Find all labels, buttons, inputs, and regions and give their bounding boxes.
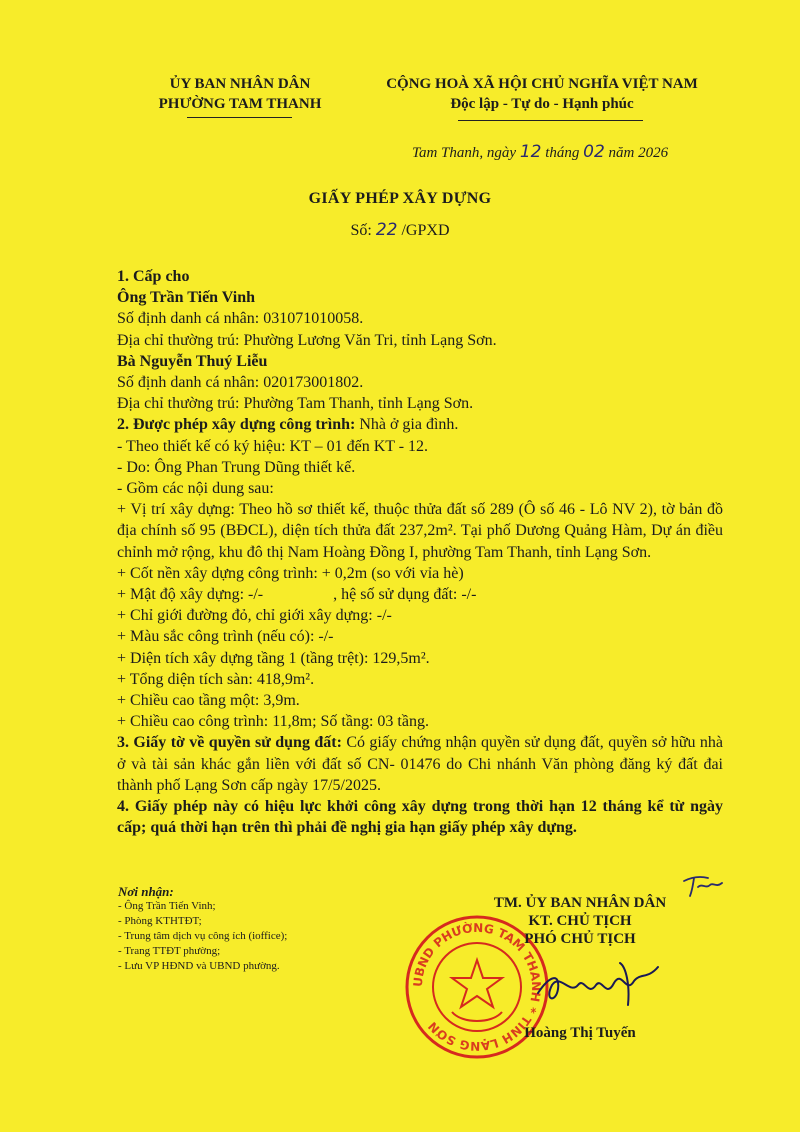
- motto-underline: [458, 120, 643, 121]
- total-floor-area: + Tổng diện tích sàn: 418,9m².: [117, 670, 315, 688]
- boundary: + Chỉ giới đường đỏ, chỉ giới xây dựng: -/-: [117, 607, 392, 625]
- document-number: [0, 220, 800, 240]
- document-body: [117, 266, 723, 838]
- signature-line2: KT. CHỦ TỊCH: [528, 913, 632, 929]
- recipients: [118, 884, 388, 974]
- section2-heading: 2. Được phép xây dựng công trình:: [117, 416, 356, 434]
- recipient-item: - Phòng KTHTĐT;: [118, 915, 202, 927]
- person1-name: Ông Trần Tiến Vinh: [117, 289, 255, 307]
- section2-heading-line: [117, 414, 723, 435]
- recipient-item: - Lưu VP HĐND và UBND phường.: [118, 960, 280, 972]
- design-code: - Theo thiết kế có ký hiệu: KT – 01 đến KT - 12.: [117, 437, 429, 455]
- signature-line3: PHÓ CHỦ TỊCH: [524, 931, 636, 947]
- person2-name: Bà Nguyễn Thuý Liễu: [117, 352, 268, 370]
- ground-area: + Diện tích xây dựng tầng 1 (tầng trệt): 129,5m².: [117, 649, 430, 667]
- handwritten-signature: [530, 955, 670, 1015]
- dateline-year: năm 2026: [608, 145, 669, 161]
- national-motto: [362, 74, 722, 114]
- section2-value: Nhà ở gia đình.: [355, 416, 459, 434]
- recipient-item: - Ông Trần Tiến Vinh;: [118, 900, 216, 912]
- person1-address: Địa chỉ thường trú: Phường Lương Văn Tri, tỉnh Lạng Sơn.: [117, 331, 497, 349]
- dateline-prefix: Tam Thanh, ngày: [412, 145, 517, 161]
- dateline-month: 02: [583, 142, 605, 162]
- recipients-label: Nơi nhận:: [118, 884, 174, 899]
- person1-id: Số định danh cá nhân: 031071010058.: [117, 310, 364, 328]
- signature-block: [430, 894, 730, 948]
- building-color: + Màu sắc công trình (nếu có): -/-: [117, 628, 334, 646]
- location: + Vị trí xây dựng: Theo hồ sơ thiết kế, thuộc thửa đất số 289 (Ô số 46 - Lô NV 2), tờ bản đồ địa chính số 95 (BĐCL), diện tích thửa đất 237,2m². Tại phố Dương Quảng Hàm, Dự án điều chỉnh mở rộng, khu đô thị Nam Hoàng Đồng I, phường Tam Thanh, tỉnh Lạng Sơn.: [117, 501, 723, 561]
- person2-address: Địa chỉ thường trú: Phường Tam Thanh, tỉnh Lạng Sơn.: [117, 395, 474, 413]
- foundation-level: + Cốt nền xây dựng công trình: + 0,2m (so với vỉa hè): [117, 564, 464, 582]
- agency-line1: ỦY BAN NHÂN DÂN: [169, 76, 311, 92]
- content-intro: - Gồm các nội dung sau:: [117, 480, 274, 498]
- first-floor-height: + Chiều cao tầng một: 3,9m.: [117, 692, 300, 710]
- agency-underline: [187, 117, 292, 118]
- section3-text: Có giấy chứng nhận quyền sử dụng đất, quyền sở hữu nhà ở và tài sản khác gắn liền với đất số CN- 01476 do Chi nhánh Văn phòng đăng ký đất đai thành phố Lạng Sơn cấp ngày 17/5/2025.: [117, 734, 723, 794]
- issuing-agency: [110, 74, 370, 114]
- section3: [117, 732, 723, 796]
- nation-line2: Độc lập - Tự do - Hạnh phúc: [450, 96, 634, 112]
- dateline-day: 12: [519, 142, 542, 162]
- nation-line1: CỘNG HOÀ XÃ HỘI CHỦ NGHĨA VIỆT NAM: [386, 76, 698, 92]
- section3-heading: 3. Giấy tờ về quyền sử dụng đất:: [117, 734, 342, 752]
- signer-name: Hoàng Thị Tuyến: [524, 1025, 636, 1041]
- person2-id: Số định danh cá nhân: 020173001802.: [117, 374, 364, 392]
- seal-text: UBND PHƯỜNG TAM THANH * TỈNH LẠNG SƠN: [410, 920, 544, 1054]
- section1-heading: 1. Cấp cho: [117, 268, 190, 285]
- recipient-item: - Trang TTĐT phường;: [118, 945, 221, 957]
- number-suffix: /GPXD: [401, 222, 450, 239]
- signature-line1: TM. ỦY BAN NHÂN DÂN: [493, 895, 667, 911]
- dateline-month-label: tháng: [545, 145, 580, 161]
- document-title: GIẤY PHÉP XÂY DỰNG: [308, 190, 492, 207]
- section4-validity: 4. Giấy phép này có hiệu lực khởi công xây dựng trong thời hạn 12 tháng kể từ ngày cấp; quá thời hạn trên thì phải đề nghị gia hạn giấy phép xây dựng.: [117, 798, 723, 837]
- density-line: [117, 584, 723, 605]
- recipient-item: - Trung tâm dịch vụ công ích (ioffice);: [118, 930, 288, 942]
- building-height: + Chiều cao công trình: 11,8m; Số tầng: 03 tầng.: [117, 713, 429, 731]
- dateline: [412, 142, 668, 162]
- number-prefix: Số:: [350, 222, 372, 239]
- density: + Mật độ xây dựng: -/-: [117, 586, 264, 604]
- agency-line2: PHƯỜNG TAM THANH: [158, 96, 322, 112]
- number-value: 22: [375, 220, 398, 240]
- designer: - Do: Ông Phan Trung Dũng thiết kế.: [117, 458, 356, 476]
- land-use-ratio: , hệ số sử dụng đất: -/-: [333, 586, 477, 604]
